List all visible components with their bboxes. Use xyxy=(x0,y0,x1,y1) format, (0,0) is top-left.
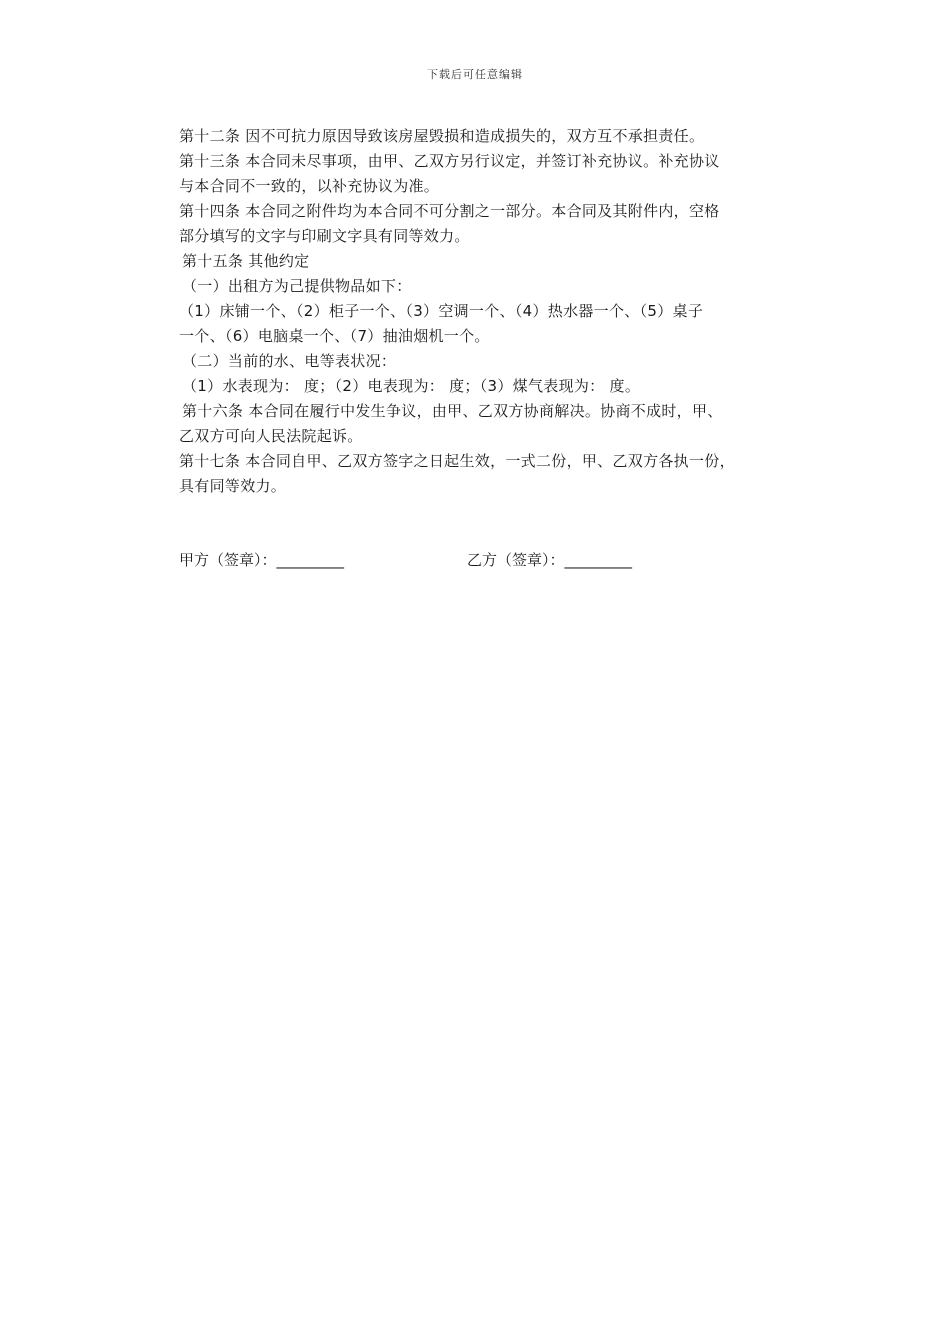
clause-15-item-2-meters: （1）水表现为： 度；（2）电表现为： 度；（3）煤气表现为： 度。 xyxy=(182,377,641,395)
clause-15-item-1-line-1: （1）床铺一个、（2）柜子一个、（3）空调一个、（4）热水器一个、（5）桌子 xyxy=(179,302,704,320)
clause-15-heading: 第十五条 其他约定 xyxy=(182,252,310,270)
clause-16-line-2: 乙双方可向人民法院起诉。 xyxy=(179,427,363,445)
clause-15-item-1-line-2: 一个、（6）电脑桌一个、（7）抽油烟机一个。 xyxy=(179,327,490,345)
clause-14-line-2: 部分填写的文字与印刷文字具有同等效力。 xyxy=(179,227,470,245)
clause-13-line-2: 与本合同不一致的，以补充协议为准。 xyxy=(179,177,440,195)
party-a-signature: 甲方（签章）：_________ xyxy=(179,551,345,569)
clause-12-line-1: 第十二条 因不可抗力原因导致该房屋毁损和造成损失的，双方互不承担责任。 xyxy=(179,127,705,145)
contract-body xyxy=(179,124,814,499)
clause-13-line-1: 第十三条 本合同未尽事项，由甲、乙双方另行议定，并签订补充协议。补充协议 xyxy=(179,152,720,170)
party-b-signature: 乙方（签章）：_________ xyxy=(467,551,633,569)
page-header-note: 下载后可任意编辑 xyxy=(427,68,523,81)
clause-16-line-1: 第十六条 本合同在履行中发生争议，由甲、乙双方协商解决。协商不成时，甲、 xyxy=(182,402,723,420)
signature-row xyxy=(179,548,814,573)
clause-17-line-2: 具有同等效力。 xyxy=(179,477,287,495)
clause-15-item-1-heading: （一）出租方为己提供物品如下： xyxy=(182,277,412,295)
clause-17-line-1: 第十七条 本合同自甲、乙双方签字之日起生效，一式二份，甲、乙双方各执一份， xyxy=(179,452,735,470)
clause-14-line-1: 第十四条 本合同之附件均为本合同不可分割之一部分。本合同及其附件内，空格 xyxy=(179,202,720,220)
clause-15-item-2-heading: （二）当前的水、电等表状况： xyxy=(182,352,397,370)
